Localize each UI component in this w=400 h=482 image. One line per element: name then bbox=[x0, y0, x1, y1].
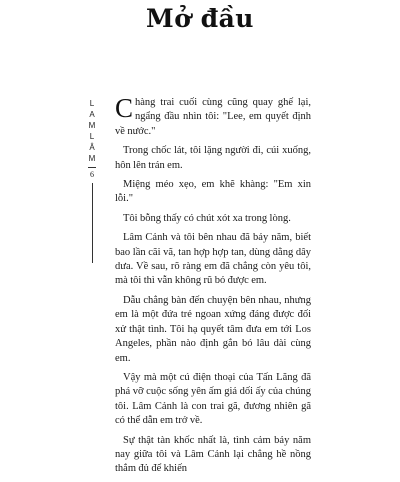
side-divider bbox=[88, 167, 96, 168]
side-letter: A bbox=[89, 110, 95, 119]
side-letter: Â bbox=[89, 143, 95, 152]
chapter-title: Mở đầu bbox=[146, 4, 254, 33]
side-letter: M bbox=[88, 121, 96, 130]
paragraph: Trong chốc lát, tôi lặng người đi, cúi xuống, hôn lên trán em. bbox=[115, 145, 311, 171]
paragraph: Dẫu chẳng bàn đến chuyện bên nhau, nhưng em là một đứa trẻ ngoan xứng đáng được đối xử thật tình. Tôi hạ quyết tâm đưa em tới Los Angeles, phần nào định gắn bó lâu dài cùng em. bbox=[115, 294, 311, 364]
paragraph: Vậy mà một cú điện thoại của Tấn Lăng đã phá vỡ cuộc sống yên ấm giả dối ấy của chúng tôi. Lâm Cảnh là con trai gã, đương nhiên gã có thể dẫn em trở về. bbox=[115, 371, 311, 427]
side-letter: L bbox=[89, 132, 95, 141]
drop-cap: C bbox=[115, 93, 134, 123]
body-text bbox=[115, 93, 311, 482]
paragraph: Sự thật tàn khốc nhất là, tình cảm bảy năm nay giữa tôi và Lâm Cảnh lại chẳng hề nồng thắm đủ để khiến bbox=[115, 434, 311, 475]
page-number: 6 bbox=[90, 170, 94, 179]
paragraph-text: hàng trai cuối cùng cũng quay ghế lại, ngẩng đầu nhìn tôi: "Lee, em quyết định về nước." bbox=[115, 97, 311, 137]
side-letter: M bbox=[88, 154, 96, 163]
paragraph bbox=[115, 93, 311, 139]
side-running-title bbox=[85, 98, 99, 266]
side-letter: L bbox=[89, 99, 95, 108]
paragraph: Lâm Cảnh và tôi bên nhau đã bảy năm, biết bao lần cãi vã, tan hợp hợp tan, dùng dằng dây dưa. Về sau, rõ ràng em đã chẳng còn yêu tôi, mà tôi thì vẫn không rũ bỏ được em. bbox=[115, 232, 311, 287]
paragraph: Miệng méo xẹo, em khẽ khàng: "Em xin lỗi." bbox=[115, 179, 311, 205]
paragraph: Tôi bỗng thấy có chút xót xa trong lòng. bbox=[123, 212, 291, 224]
side-vertical-rule bbox=[92, 183, 93, 263]
